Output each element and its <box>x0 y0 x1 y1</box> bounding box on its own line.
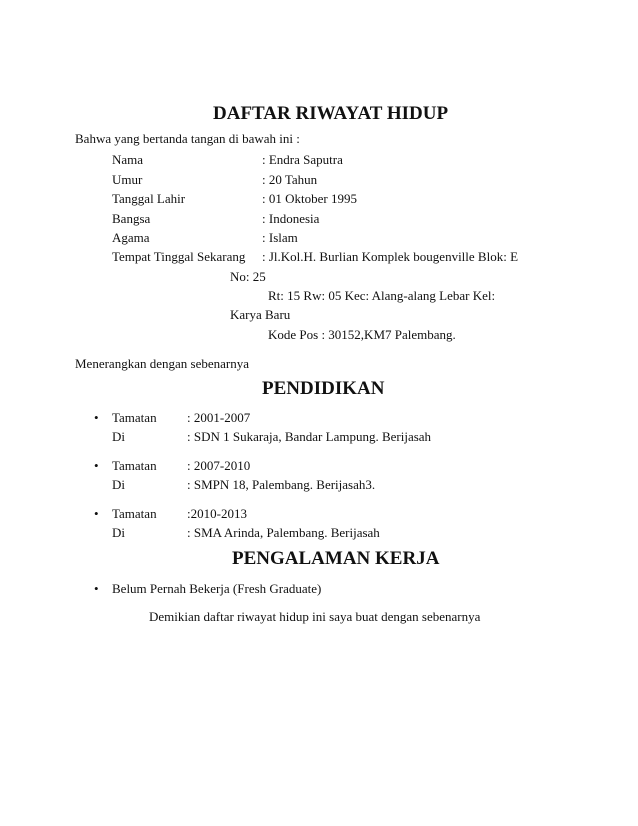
education-label-di: Di <box>112 477 125 492</box>
education-label-tamatan: Tamatan <box>112 410 157 425</box>
field-label-agama: Agama <box>112 230 150 245</box>
education-value-school: : SDN 1 Sukaraja, Bandar Lampung. Berijasah <box>187 429 432 444</box>
field-value-bangsa: : Indonesia <box>262 211 320 226</box>
bullet-icon: • <box>94 458 99 473</box>
field-value-agama: : Islam <box>262 230 298 245</box>
education-label-di: Di <box>112 525 125 540</box>
bullet-icon: • <box>94 410 99 425</box>
education-label-di: Di <box>112 429 125 444</box>
page-title: DAFTAR RIWAYAT HIDUP <box>213 103 449 124</box>
education-label-tamatan: Tamatan <box>112 458 157 473</box>
field-value-umur: : 20 Tahun <box>262 172 318 187</box>
field-label-bangsa: Bangsa <box>112 211 151 226</box>
bullet-icon: • <box>94 506 99 521</box>
education-value-school: : SMA Arinda, Palembang. Berijasah <box>187 525 380 540</box>
field-value-nama: : Endra Saputra <box>262 152 343 167</box>
field-label-tempat-tinggal: Tempat Tinggal Sekarang <box>112 249 246 264</box>
address-line-2: Rt: 15 Rw: 05 Kec: Alang-alang Lebar Kel: <box>268 288 496 303</box>
address-line-4: Kode Pos : 30152,KM7 Palembang. <box>268 327 456 342</box>
field-label-nama: Nama <box>112 152 144 167</box>
field-label-tanggal-lahir: Tanggal Lahir <box>112 191 186 206</box>
bullet-icon: • <box>94 581 99 596</box>
education-value-years: :2010-2013 <box>187 506 247 521</box>
education-value-years: : 2007-2010 <box>187 458 251 473</box>
intro-text: Bahwa yang bertanda tangan di bawah ini : <box>75 131 300 146</box>
education-heading: PENDIDIKAN <box>262 378 385 399</box>
education-label-tamatan: Tamatan <box>112 506 157 521</box>
education-value-school: : SMPN 18, Palembang. Berijasah3. <box>187 477 376 492</box>
work-experience-item: Belum Pernah Bekerja (Fresh Graduate) <box>112 581 322 596</box>
work-experience-heading: PENGALAMAN KERJA <box>232 548 440 569</box>
address-line-3: Karya Baru <box>230 307 291 322</box>
field-value-tempat-tinggal: : Jl.Kol.H. Burlian Komplek bougenville Blok: E <box>262 249 519 264</box>
field-label-umur: Umur <box>112 172 143 187</box>
declaration-text: Menerangkan dengan sebenarnya <box>75 356 249 371</box>
field-value-tanggal-lahir: : 01 Oktober 1995 <box>262 191 357 206</box>
address-line-1: No: 25 <box>230 269 266 284</box>
education-value-years: : 2001-2007 <box>187 410 251 425</box>
closing-statement: Demikian daftar riwayat hidup ini saya buat dengan sebenarnya <box>149 609 481 624</box>
